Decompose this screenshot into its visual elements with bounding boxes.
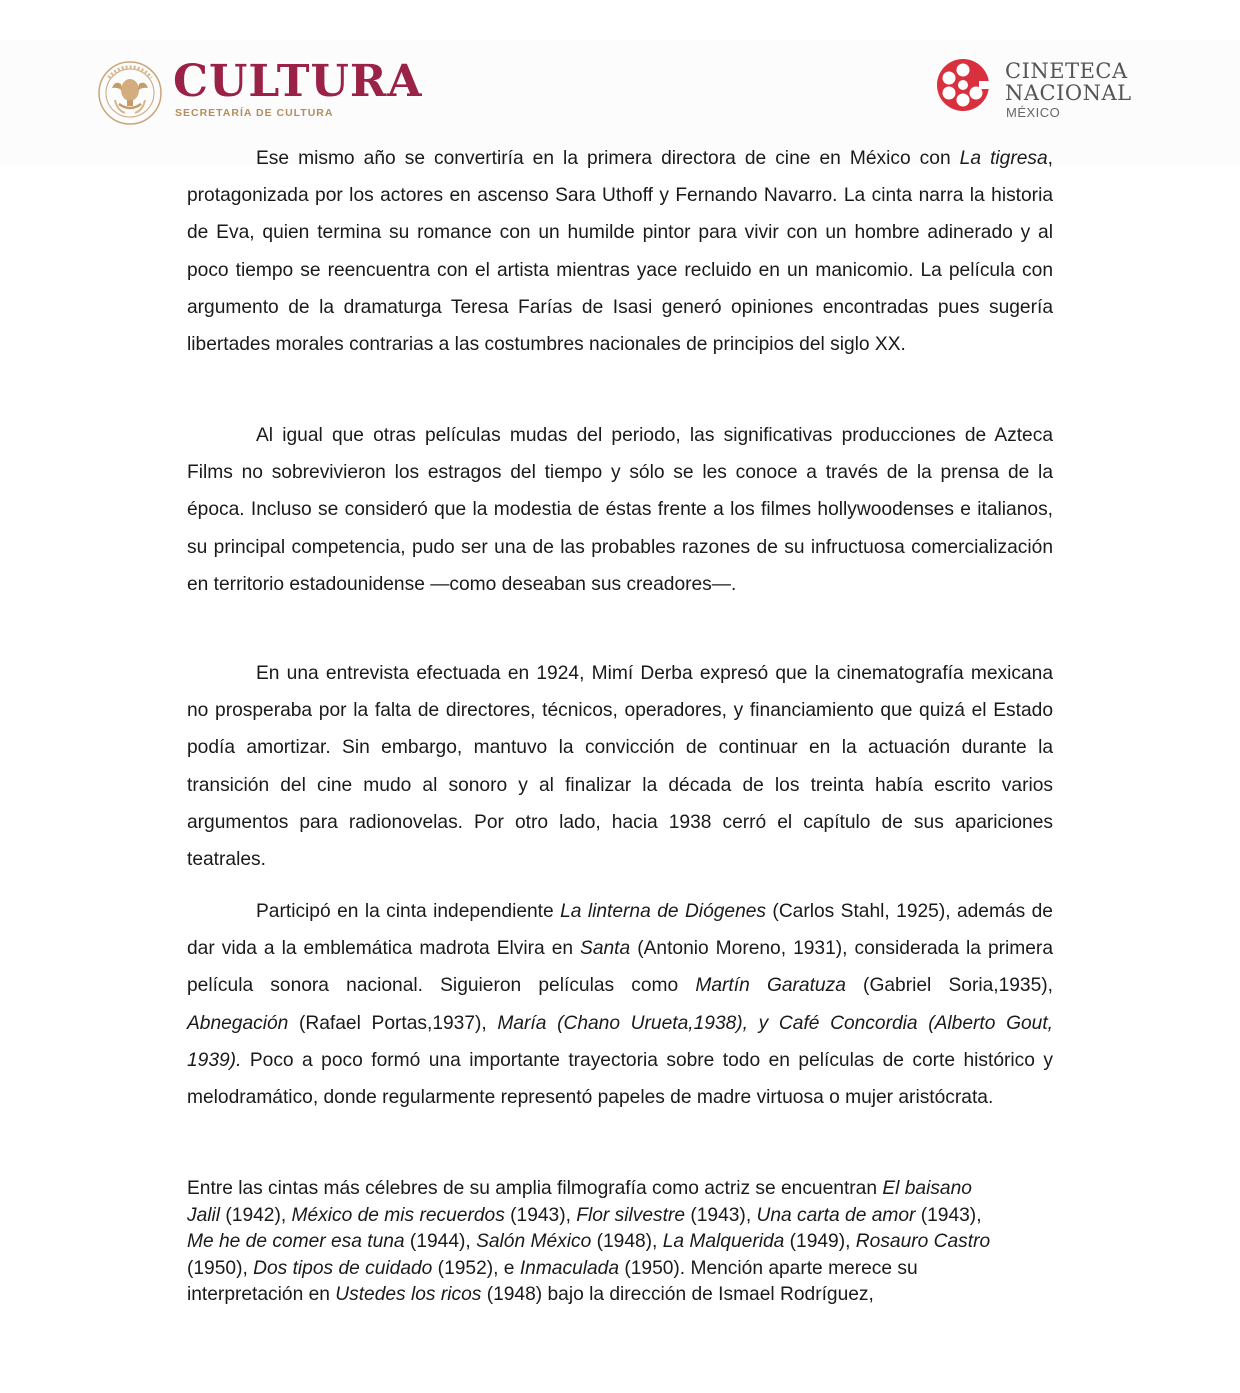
text-span: Participó en la cinta independiente	[256, 901, 561, 922]
text-span: (1949),	[784, 1231, 856, 1252]
film-title: Me he de comer esa tuna	[187, 1231, 405, 1252]
film-title: Santa	[580, 938, 631, 960]
film-title: La Malquerida	[662, 1231, 785, 1252]
film-title: Inmaculada	[519, 1257, 620, 1279]
film-title: La tigresa	[959, 148, 1048, 169]
film-title: El baisano Jalil	[187, 1178, 972, 1226]
film-title: Ustedes los ricos	[335, 1284, 482, 1305]
cineteca-wordmark	[1005, 60, 1132, 104]
paragraph-2: Al igual que otras películas mudas del periodo, las significativas producciones de Azteca Films no sobrevivieron los estragos del tiempo y sólo se les conoce a través de la prensa de la época. Incluso se consideró que la modestia de éstas frente a los filmes hollywoodenses e italianos, su principal competencia, pudo ser una de las probables razones de su infructuosa comercialización en territorio estadounidense —como deseaban sus creadores—.	[187, 425, 1053, 595]
text-span: (Carlos Stahl, 1925), además de dar vida a la emblemática madrota Elvira en	[187, 901, 1053, 960]
text-span: (1948) bajo la dirección de Ismael Rodríguez,	[481, 1284, 874, 1305]
mexican-seal-icon	[97, 60, 163, 126]
text-span: (1943),	[685, 1204, 757, 1226]
film-title: María (Chano Urueta,1938), y Café Concordia (Alberto Gout, 1939).	[187, 1012, 1053, 1071]
cultura-subtitle: SECRETARÍA DE CULTURA	[175, 107, 334, 119]
text-span: (Antonio Moreno, 1931), considerada la primera película sonora nacional. Siguieron películas como	[187, 938, 1053, 997]
cultura-wordmark: CULTURA	[173, 56, 423, 107]
text-span: (Rafael Portas,1937),	[288, 1012, 498, 1034]
film-title: México de mis recuerdos	[291, 1204, 505, 1226]
paragraph-5	[187, 1176, 1007, 1309]
text-span: Ese mismo año se convertiría en la primera directora de cine en México con	[256, 148, 960, 169]
film-title: Abnegación	[187, 1012, 289, 1034]
text-span: (1950),	[187, 1257, 254, 1279]
paragraph-1	[187, 140, 1053, 363]
text-span: (Gabriel Soria,1935),	[845, 975, 1053, 997]
cineteca-line2: NACIONAL	[1005, 81, 1132, 105]
film-title: Una carta de amor	[756, 1204, 916, 1226]
text-span: (1950). Mención aparte merece su interpretación en	[187, 1257, 918, 1305]
cineteca-line1: CINETECA	[1005, 59, 1128, 83]
text-span: (1944),	[404, 1231, 477, 1252]
cineteca-country: MÉXICO	[1006, 105, 1061, 120]
film-title: Martín Garatuza	[695, 975, 846, 997]
text-span: (1943),	[915, 1204, 982, 1226]
cineteca-logo	[935, 57, 1150, 123]
film-title: La linterna de Diógenes	[560, 901, 767, 922]
film-reel-icon	[935, 57, 991, 113]
text-span: (1952), e	[432, 1257, 520, 1279]
paragraph-4	[187, 893, 1053, 1116]
text-span: (1942),	[220, 1204, 292, 1226]
text-span: (1943),	[504, 1204, 577, 1226]
film-title: Rosauro Castro	[855, 1231, 991, 1252]
paragraph-3: En una entrevista efectuada en 1924, Mimí Derba expresó que la cinematografía mexicana no prosperaba por la falta de directores, técnicos, operadores, y financiamiento que quizá el Estado podía amortizar. Sin embargo, mantuvo la convicción de continuar en la actuación durante la transición del cine mudo al sonoro y al finalizar la década de los treinta había escrito varios argumentos para radionovelas. Por otro lado, hacia 1938 cerró el capítulo de sus apariciones teatrales.	[187, 663, 1053, 871]
text-span: Entre las cintas más célebres de su amplia filmografía como actriz se encuentran	[187, 1178, 883, 1199]
text-span: Poco a poco formó una importante trayectoria sobre todo en películas de corte histórico y melodramático, donde regularmente representó papeles de madre virtuosa o mujer aristócrata.	[187, 1049, 1053, 1109]
film-title: Dos tipos de cuidado	[253, 1257, 433, 1279]
film-title: Flor silvestre	[576, 1204, 686, 1226]
text-span: , protagonizada por los actores en ascenso Sara Uthoff y Fernando Navarro. La cinta narra la historia de Eva, quien termina su romance con un humilde pintor para vivir con un hombre adinerado y al poco tiempo se reencuentra con el artista mientras yace recluido en un manicomio. La película con argumento de la dramaturga Teresa Farías de Isasi generó opiniones encontradas pues sugería libertades morales contrarias a las costumbres nacionales de principios del siglo XX.	[187, 148, 1053, 356]
film-title: Salón México	[476, 1231, 592, 1252]
text-span: (1948),	[591, 1231, 663, 1252]
